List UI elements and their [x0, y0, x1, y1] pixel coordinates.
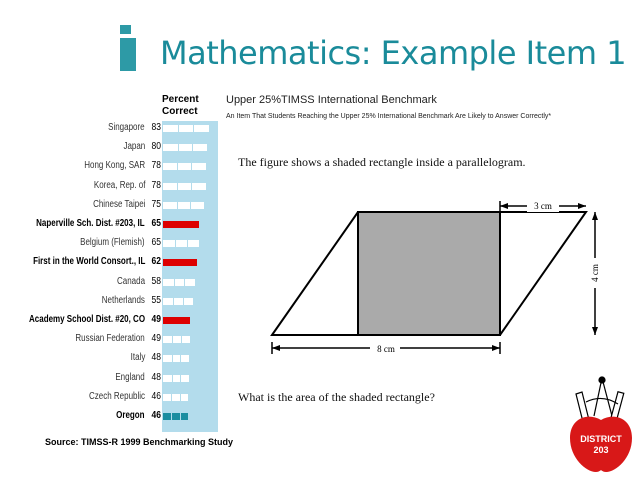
- row-bar: [163, 221, 199, 228]
- row-value: 48: [151, 352, 161, 364]
- row-value: 80: [151, 141, 161, 153]
- row-name: Hong Kong, SAR: [84, 160, 145, 172]
- row-bar: [163, 298, 193, 305]
- row-value: 78: [151, 179, 161, 191]
- title-logo-icon: [120, 25, 136, 71]
- row-bar: [163, 202, 204, 209]
- row-name: Netherlands: [101, 294, 145, 306]
- benchmark-header: Upper 25%TIMSS International Benchmark: [226, 94, 437, 106]
- row-value: 46: [151, 390, 161, 402]
- logo-district-text: DISTRICT: [580, 434, 622, 444]
- row-bar: [163, 144, 207, 151]
- row-name: Singapore: [108, 122, 145, 133]
- logo-number-text: 203: [593, 445, 609, 455]
- row-bar: [163, 259, 197, 266]
- row-bar: [163, 355, 189, 362]
- row-value: 75: [151, 198, 161, 210]
- row-value: 49: [151, 314, 161, 325]
- row-bar: [163, 394, 188, 401]
- row-name: Oregon: [116, 410, 145, 421]
- row-value: 48: [151, 371, 161, 383]
- district-203-logo: [566, 372, 636, 476]
- row-bar: [163, 183, 206, 190]
- row-bar: [163, 163, 206, 170]
- row-name: Chinese Taipei: [92, 198, 145, 210]
- row-bar: [163, 336, 190, 343]
- row-value: 55: [151, 294, 161, 306]
- row-bar: [163, 317, 190, 324]
- row-value: 49: [151, 333, 161, 345]
- shaded-rectangle: [358, 212, 500, 335]
- row-name: Korea, Rep. of: [93, 179, 145, 191]
- percent-correct-header: Percent Correct: [162, 94, 199, 117]
- row-name: First in the World Consort., IL: [32, 256, 145, 268]
- row-name: Russian Federation: [75, 333, 145, 345]
- row-bar: [163, 279, 195, 286]
- row-name: Naperville Sch. Dist. #203, IL: [36, 218, 145, 229]
- row-name: Belgium (Flemish): [80, 237, 145, 249]
- question-ask: What is the area of the shaded rectangle?: [238, 390, 435, 404]
- row-name: Academy School Dist. #20, CO: [28, 314, 145, 325]
- row-bar: [163, 125, 209, 132]
- row-value: 46: [151, 410, 161, 421]
- row-value: 58: [151, 275, 161, 287]
- source-note: Source: TIMSS-R 1999 Benchmarking Study: [45, 437, 234, 447]
- row-bar: [163, 375, 189, 382]
- page-title: Mathematics: Example Item 1: [160, 34, 627, 72]
- top-dimension-label: 3 cm: [534, 201, 552, 211]
- parallelogram-figure: [260, 196, 610, 366]
- bottom-dimension-label: 8 cm: [377, 344, 395, 354]
- row-name: Japan: [123, 141, 145, 153]
- row-value: 65: [151, 218, 161, 229]
- row-value: 62: [151, 256, 161, 268]
- side-dimension-label: 4 cm: [590, 264, 600, 282]
- row-name: Czech Republic: [88, 390, 145, 402]
- row-name: Italy: [130, 352, 145, 364]
- row-value: 65: [151, 237, 161, 249]
- row-name: England: [115, 371, 145, 383]
- row-value: 83: [151, 122, 161, 133]
- row-value: 78: [151, 160, 161, 172]
- benchmark-subtitle: An Item That Students Reaching the Upper 25% International Benchmark Are Likely to Answer Correctly*: [226, 113, 552, 120]
- row-bar: [163, 413, 188, 420]
- row-bar: [163, 240, 199, 247]
- row-name: Canada: [116, 275, 145, 287]
- question-prompt: The figure shows a shaded rectangle inside a parallelogram.: [238, 155, 526, 169]
